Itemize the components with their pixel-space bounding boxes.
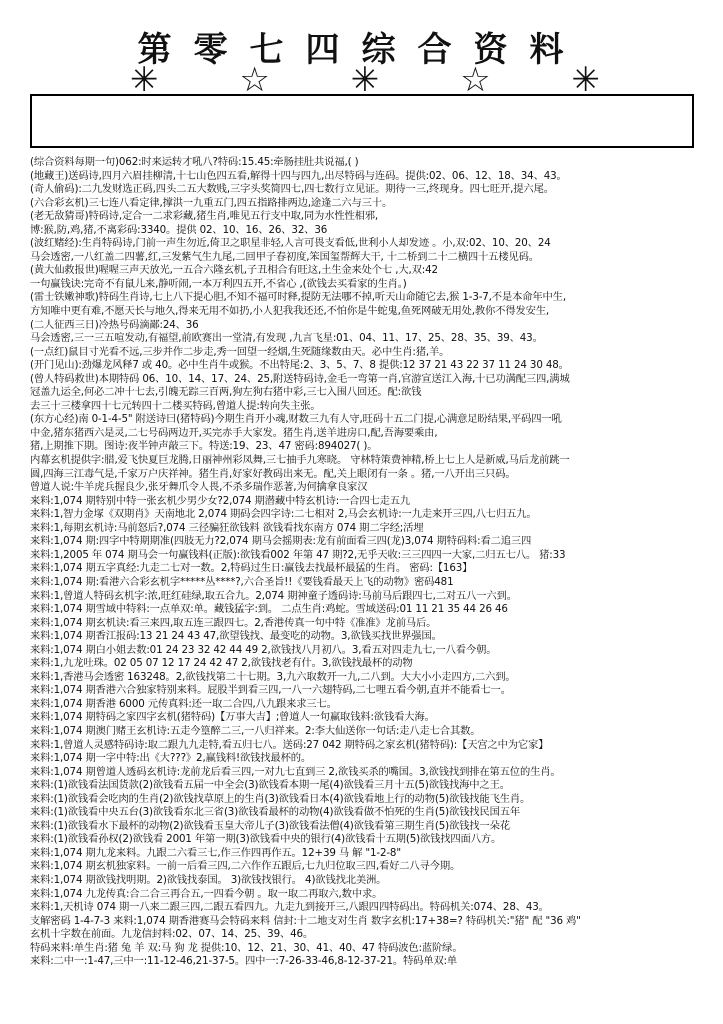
text-line: 来料:1,074 期一字中特:出《大???》2,赢钱料!欲钱找最杯的。 (30, 752, 312, 765)
text-line: 来料:1,074 期玄机诀:看三来四,取五连三跟四七。2,香港传真一句中特《准准》龙前马后。 (30, 616, 437, 629)
text-body (30, 156, 706, 969)
text-line: 来料:1,074 九龙传真:合二合三再合五,一四看今朝 。取一取二再取六,数中求。 (30, 887, 383, 900)
text-line: (老无敌猜哥)特码诗,定合一二求彩藏,猪生肖,唯见五行支中取,同为水性性相邪, (30, 210, 379, 223)
text-line: 来料:1,074 期曾道人透码玄机诗:龙前龙后看三四,一对九七直到三 2,欲钱买杀的嘴国。3,欲钱找到排在第五位的生肖。 (30, 765, 561, 778)
text-line: 来料:1,九龙吐珠。02 05 07 12 17 24 42 47 2,欲钱找老有什。3,欲钱找最杯的动物 (30, 657, 413, 670)
text-line: (综合资料每期一句)062:时来运转才吼八?特码:15.45:牵肠挂肚共说福,( ) (30, 156, 359, 168)
text-line: 冠盖九运全,何必二冲十七去,引魄无踪三百两,狗左狗右猪中彩,三七入围八回还。配:欲钱 (30, 386, 422, 399)
asterisk-icon: ✳ (571, 60, 600, 100)
star-outline-icon: ☆ (239, 60, 270, 100)
text-line: 来料:(1)欲钱看法国货款(2)欲钱看五届一中全会(3)欲钱看本期一尾(4)欲钱看三月十五(5)欲钱找海中之王。 (30, 779, 510, 792)
text-line: 来料:1,074 期香港 6000 元传真料:还一取二合四,八九跟来求三七。 (30, 697, 337, 710)
text-line: 马会透密,一八红盖二四薯,红,三发紫气生九尾,二回甲子春初度,笨国玺帮辉大干, 十二桥到二十二横四十五楼见码。 (30, 250, 539, 263)
text-line: 来料:(1)欲钱看会吃肉的生肖(2)欲钱找草原上的生肖(3)欲钱看日本(4)欲钱看地上行的动物(5)欲钱找能飞生肖。 (30, 792, 531, 805)
text-line: (六合彩玄机)三七连八看定律,撑洪一九重五门,四五指路排两边,途逢二六与三十。 (30, 196, 393, 209)
text-line: 来料:二中一:1-47,三中一:11-12-46,21-37-5。四中一:7-26-33-46,8-12-37-21。特码单双:单 (30, 955, 458, 968)
text-line: 猪,上期推下期。图诗:夜半钟声敲三下。特送:19、23、47 密码:894027( )。 (30, 440, 378, 453)
text-line: 来料:1,074 期欲钱找明期。2)欲钱找泰国。 3)欲钱找银行。 4)欲钱找北美洲。 (30, 873, 387, 886)
text-line: 来料:1,074 期香港六合独家特别来料。屁股半到看三四,一八一六翅特码,二七哩五看今朝,直并不能看七一。 (30, 684, 511, 697)
text-line: 去三十三楼拿四十七元转四十二楼买特码,曾道人提:转向失主张。 (30, 399, 321, 412)
text-line: (曾人特码救世)本期特码 06、10、14、17、24、25,附送特码诗,金毛一弯第一肖,官游宣送江入海,十已功满配三四,满城 (30, 372, 570, 385)
text-line: (雷士铁嫩神歌)特码生肖诗,七上八下提心胆,不知不福可时释,提防无法哪不掉,听天山命随它去,猴 1-3-7,不是本命年中生, (30, 291, 566, 304)
text-line: 博:猴,防,鸡,猪,不离彩码:3340。提供 02、10、16、26、32、36 (30, 223, 328, 236)
page-title: 第零七四综合资料 (137, 30, 586, 70)
text-line: 来料:1,智力金塚《双期肖》天南地北 2,074 期码会四字诗:二七相对 2,马会玄机诗:一九走来开三四,八七归五九。 (30, 508, 537, 521)
text-line: 来料:1,074 期香江报码:13 21 24 43 47,欲望钱找、最变吃的动物。3,欲钱买找世界强国。 (30, 630, 442, 643)
text-line: 来料:(1)欲钱看水下最杯的动物(2)欲钱看玉皇大帝儿子(3)欲钱看法僧(4)欲钱看第三期生肖(5)欲钱找一朵花 (30, 819, 510, 832)
text-line: 来料:1,074 期澳门赌王玄机诗:五走今篁醉二三,一八归祥来。2:李大仙送你一句话:走八走七合其数。 (30, 724, 481, 737)
text-line: (二人征西三日)冷热号码滴鄙:24、36 (30, 318, 199, 331)
text-line: 来料:1,每期玄机诗:马前怒后?,074 三径骗狂欲钱料 欲钱看找东南方 074 期二字经;活埋 (30, 521, 424, 534)
text-line: 来料:1,香港马会透密 163248。2,欲钱找第二十七期。3,九六取数开一九,二八到。大大小小走四方,二六到。 (30, 670, 516, 683)
text-line: 来料:1,074 期雪域中特料:一点单双:单。藏钱猛字:到。 二点生肖:鸡蛇。雪域送码:01 11 21 35 44 26 46 (30, 603, 508, 616)
text-line: 来料:1,074 期白小姐去数:01 24 23 32 42 44 49 2,欲钱找八月初八。3,看五对四走九七,一八看今朝。 (30, 643, 497, 656)
text-line: 来料:1,2005 年 074 期马会一句赢钱料(正版):欲钱看002 年第 47 期?2,无乎天收:三三四四一大家,二归五七八。 猪:33 (30, 548, 566, 561)
text-line: 来料:1,074 期五字真经:九走二七对一数。2,特码过生日:赢钱去找最杯最猛的生肖。 密码:【163】 (30, 562, 473, 575)
asterisk-icon: ✳ (130, 60, 159, 100)
text-line: (一点红)鼠目寸光看不远,三步并作二步走,秀一回望一经烟,生死随缘数由天。必中生肖:猪,羊。 (30, 345, 450, 358)
text-line: 来料:1,074 期特别中特一张玄机少男少女?2,074 期潜藏中特玄机诗:一合四七走五九 (30, 494, 411, 507)
text-line: 来料:1,074 期九龙来料。九跟二六看三七,作三作四再作五。12+39 马 解 "1-2-8" (30, 846, 401, 859)
text-line: 来料:1,074 期特码之家四字玄机(猪特码)【万事大吉】;曾道人一句赢取钱料:欲钱看大海。 (30, 711, 435, 724)
text-line: 来料:1,074 期:看港六合彩玄机字*****丛****?,六合圣旨!!《要钱看最天上飞的动物》密码481 (30, 575, 454, 588)
text-line: 一句赢钱诀:完奇不有鼠儿来,静听闹,一本万利四五开,不省心 ,(欲钱去买看家的生肖。) (30, 277, 407, 290)
text-line: 来料:(1)欲钱看孙权(2)欲钱看 2001 年第一期(3)欲钱看中央的银行(4)欲钱看十五期(5)欲钱找四面八方。 (30, 833, 502, 846)
text-line: (奇人偷码):二九发财选正码,四头二五大数贱,三字头奖简四七,四七数行立见证。期待一三,终现身。四七旺开,提六尾。 (30, 183, 554, 196)
text-line: 来料:1,074 期玄机独家料。一前一后看三四,二六作作五跟后,七九归位取三四,看好二八寻今期。 (30, 860, 461, 873)
text-line: 来料:1,曾道人灵感特码诗:取二跟九九走特,看五归七八。送码:27 042 期特码之家玄机(猪特码):【天宫之中为它家】 (30, 738, 549, 751)
text-line: (地藏王)送码诗,四月六眉挂柳清,十七山色四五看,解得十四与四九,出尽特码与连码。提供:02、06、12、18、34、43。 (30, 169, 567, 182)
text-line: 来料:1,天机诗 074 期一八来二跟三四,二跟五看四九。九走九到接开三,八跟四四特码出。特码机关:074、28、43。 (30, 901, 549, 914)
asterisk-icon: ✳ (350, 60, 380, 100)
text-line: 来料:1,曾道人特码玄机字:浓,旺红硅绿,取五合九。2,074 期神童子透码诗:马前马后跟四七,二对五八一六到。 (30, 589, 517, 602)
text-line: 内幕玄机提供字:腊,爱飞快夏巨龙腾,日丽神州彩凤舞,三七抽手九寒晓。 守林特策费神精,桥上七上人是新威,马后龙前跳一 (30, 454, 570, 467)
text-line: 方知唯中更有难,不愿天长与地久,得来无用不如扔,小人犯我我还还,不怕你是牛蛇鬼,鱼死网破无用处,教你不得发安生, (30, 305, 550, 318)
text-line: 圆,四海三江毒气是,千家万户庆祥神。猪生肖,好家好教码出来无。配,关上眼闭有一条 。猪,一八开出三只码。 (30, 467, 516, 480)
text-line: (波红赌经):生肖特码诗,门前一声生勿近,倚卫之职星非轻,人言可畏支看低,世利小人却发迹 。小,双:02、10、20、24 (30, 237, 551, 250)
blank-frame (30, 94, 694, 148)
text-line: 马会透密,三一三五喧发动,有福望,前欧赛出一堂清,有发现 ,九言飞星:01、04、11、17、25、28、35、39、43。 (30, 332, 543, 345)
text-line: (黄大仙救报世)喔喔三声天放光,一五合六隆玄机,子丑相合有旺这,土生金来处个七 ,大,双:42 (30, 264, 438, 277)
text-line: 玄机十字数在前面。九龙信封料:02、07、14、25、39、46。 (30, 928, 314, 941)
text-line: 特码来料:单生肖:猪 兔 羊 双:马 狗 龙 提供:10、12、21、30、41、40、47 特码波色:蓝阶绿。 (30, 941, 463, 954)
text-line: 来料:(1)欲钱看中央五台(3)欲钱看东北三省(3)欲钱看最杯的动物(4)欲钱看做不怕死的生肖(5)欲钱找民国五年 (30, 806, 521, 819)
star-row (130, 62, 600, 98)
text-line: 来料:1,074 期:四字中特期期准(四肢无力?2,074 期马会摇期表:龙有前面看三四(龙)3,074 期特码料:看二追三四 (30, 535, 532, 548)
text-line: 曾道人说:牛羊虎兵握良少,张牙舞爪令人畏,不杀多瑞作恶著,为何擒拿良家汉 (30, 481, 368, 494)
star-outline-icon: ☆ (460, 60, 491, 100)
text-line: 支解密码 1-4-7-3 来料:1,074 期香港赛马会特码来料 信封:十二地支对生肖 数字玄机:17+38=? 特码机关:"猪" 配 "36 鸡" (30, 914, 581, 927)
text-line: (开门见山):劲爆龙风释7 或 40。必中生肖牛或猴。不出特尾:2、3、5、7、8 提供:12 37 21 43 22 37 11 24 30 48。 (30, 359, 569, 372)
text-line: (东方心经)南 0-1-4-5" 附送诗曰(猪特码)今期生肖开小魂,财数三九有人守,旺码十五二门提,心满意足盼结果,平码四一吼 (30, 413, 562, 426)
text-line: 中金,猪东猪西六是灵,二七号码两边开,买完赤手大家发。猪生肖,送羊进房口,配,吾海要乘由, (30, 426, 438, 439)
